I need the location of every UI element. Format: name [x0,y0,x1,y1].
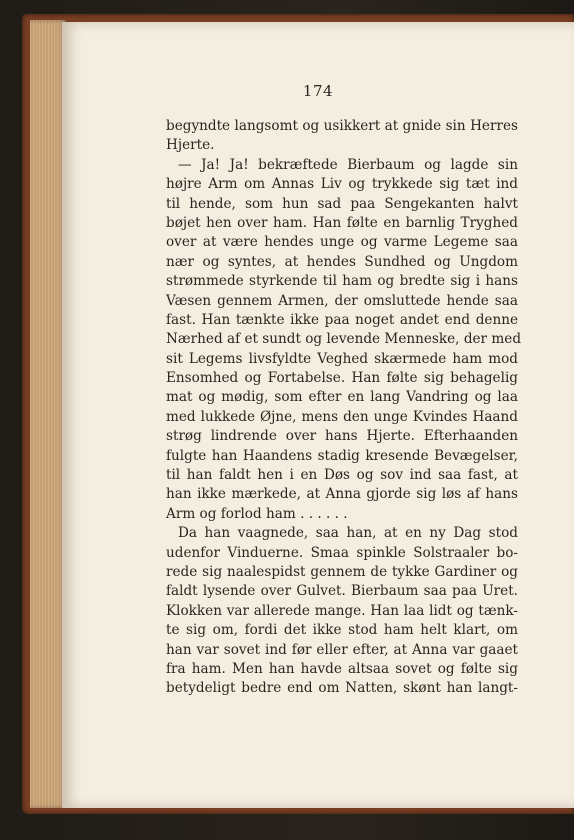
page-number: 174 [302,82,334,100]
text-line: han ikke mærkede, at Anna gjorde sig løs af hans [166,486,518,503]
text-line: Arm og forlod ham . . . . . . [166,505,348,522]
text-line: strømmede styrkende til ham og bredte sig i hans [166,273,518,290]
text-line: til han faldt hen i en Døs og sov ind saa fast, at [166,467,518,484]
text-line: sit Legems livsfyldte Veghed skærmede ham mod [166,350,518,367]
page-edges [30,20,66,808]
text-line: med lukkede Øjne, mens den unge Kvindes Haand [166,408,518,425]
text-line: fast. Han tænkte ikke paa noget andet end denne [166,311,518,328]
text-line: han var sovet ind før eller efter, at Anna var gaaet [166,641,518,658]
text-line: betydeligt bedre end om Natten, skønt han langt- [166,680,518,697]
text-line: fra ham. Men han havde altsaa sovet og følte sig [166,660,518,677]
book-page [62,22,574,808]
text-line: nær og syntes, at hendes Sundhed og Ungdom [166,253,518,270]
text-line: til hende, som hun sad paa Sengekanten halvt [166,195,518,212]
text-line: bøjet hen over ham. Han følte en barnlig Tryghed [166,214,518,231]
text-line: begyndte langsomt og usikkert at gnide sin Herres [166,118,518,134]
text-line: Da han vaagnede, saa han, at en ny Dag stod [178,525,518,542]
text-line: rede sig naalespidst gennem de tykke Gardiner og [166,563,518,580]
text-line: faldt lysende over Gulvet. Bierbaum saa paa Uret. [166,583,518,600]
text-line: udenfor Vinduerne. Smaa spinkle Solstraaler bo- [166,544,518,561]
text-line: strøg lindrende over hans Hjerte. Efterhaanden [166,428,518,445]
text-line: Hjerte. [166,137,215,154]
text-line: Ensomhed og Fortabelse. Han følte sig behagelig [166,370,518,387]
text-line: te sig om, fordi det ikke stod ham helt klart, om [166,622,518,639]
text-line: mat og mødig, som efter en lang Vandring og laa [166,389,518,406]
text-line: højre Arm om Annas Liv og trykkede sig tæt ind [166,176,518,193]
text-line: over at være hendes unge og varme Legeme saa [166,234,518,251]
text-line: fulgte han Haandens stadig kresende Bevægelser, [166,447,518,464]
body-text [166,117,522,699]
text-line: — Ja! Ja! bekræftede Bierbaum og lagde sin [178,156,518,173]
text-line: Klokken var allerede mange. Han laa lidt og tænk- [166,602,518,619]
text-line: Nærhed af et sundt og levende Menneske, der med [166,331,522,348]
text-line: Væsen gennem Armen, der omsluttede hende saa [166,292,518,309]
